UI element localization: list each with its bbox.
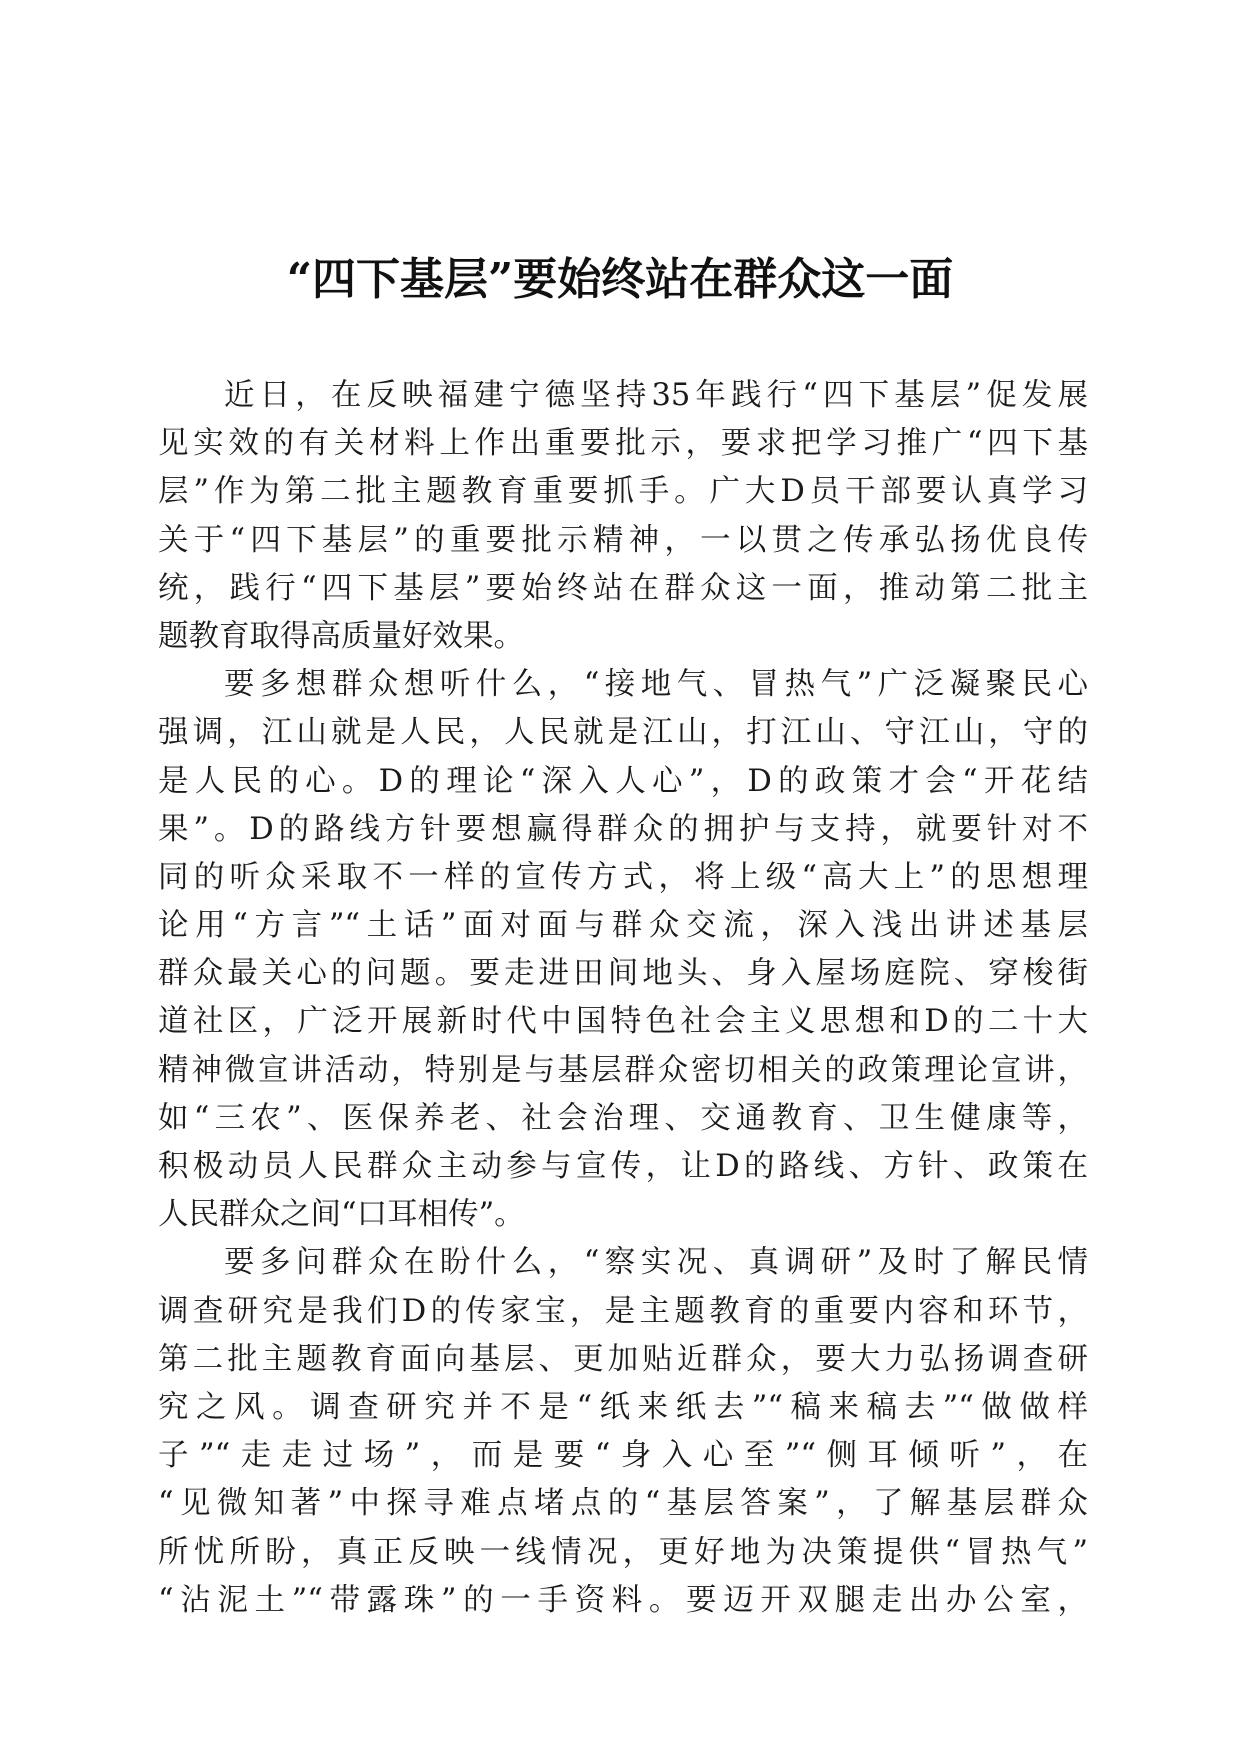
text-line: 精神微宣讲活动，特别是与基层群众密切相关的政策理论宣讲， xyxy=(158,1052,1088,1088)
text-line: 层”作为第二批主题教育重要抓手。广大D员干部要认真学习 xyxy=(158,474,1088,510)
text-line: 所忧所盼，真正反映一线情况，更好地为决策提供“冒热气” xyxy=(158,1534,1088,1570)
text-line: 积极动员人民群众主动参与宣传，让D的路线、方针、政策在 xyxy=(158,1149,1088,1184)
text-line: 题教育取得高质量好效果。 xyxy=(158,618,524,654)
text-line: 关于“四下基层”的重要批示精神，一以贯之传承弘扬优良传 xyxy=(158,522,1088,558)
text-line: 群众最关心的问题。要走进田间地头、身入屋场庭院、穿梭街 xyxy=(158,956,1088,992)
text-line: 调查研究是我们D的传家宝，是主题教育的重要内容和环节， xyxy=(158,1293,1088,1329)
text-line: 是人民的心。D的理论“深入人心”，D的政策才会“开花结 xyxy=(158,763,1088,799)
text-line: 人民群众之间“口耳相传”。 xyxy=(158,1197,525,1233)
text-line: 论用“方言”“土话”面对面与群众交流，深入浅出讲述基层 xyxy=(158,908,1088,944)
text-line: 近日，在反映福建宁德坚持35年践行“四下基层”促发展 xyxy=(224,378,1088,413)
text-line: 如“三农”、医保养老、社会治理、交通教育、卫生健康等， xyxy=(158,1100,1088,1136)
text-line: 统，践行“四下基层”要始终站在群众这一面，推动第二批主 xyxy=(158,570,1088,606)
text-line: 强调，江山就是人民，人民就是江山，打江山、守江山，守的 xyxy=(158,715,1088,751)
text-line: 同的听众采取不一样的宣传方式，将上级“高大上”的思想理 xyxy=(158,859,1088,895)
text-line: 要多想群众想听什么，“接地气、冒热气”广泛凝聚民心 xyxy=(224,667,1088,703)
text-line: 究之风。调查研究并不是“纸来纸去”“稿来稿去”“做做样 xyxy=(158,1389,1088,1425)
text-line: 第二批主题教育面向基层、更加贴近群众，要大力弘扬调查研 xyxy=(158,1341,1088,1377)
text-line: 子”“走走过场”，而是要“身入心至”“侧耳倾听”，在 xyxy=(158,1438,1088,1474)
text-line: “沾泥土”“带露珠”的一手资料。要迈开双腿走出办公室， xyxy=(158,1582,1088,1618)
text-line: 果”。D的路线方针要想赢得群众的拥护与支持，就要针对不 xyxy=(158,811,1088,847)
text-line: 要多问群众在盼什么，“察实况、真调研”及时了解民情 xyxy=(224,1245,1088,1281)
text-line: 见实效的有关材料上作出重要批示，要求把学习推广“四下基 xyxy=(158,426,1088,462)
document-title: “四下基层”要始终站在群众这一面 xyxy=(286,254,954,305)
text-line: 道社区，广泛开展新时代中国特色社会主义思想和D的二十大 xyxy=(158,1004,1088,1040)
text-line: “见微知著”中探寻难点堵点的“基层答案”，了解基层群众 xyxy=(158,1486,1088,1522)
document-body xyxy=(158,372,1088,1625)
